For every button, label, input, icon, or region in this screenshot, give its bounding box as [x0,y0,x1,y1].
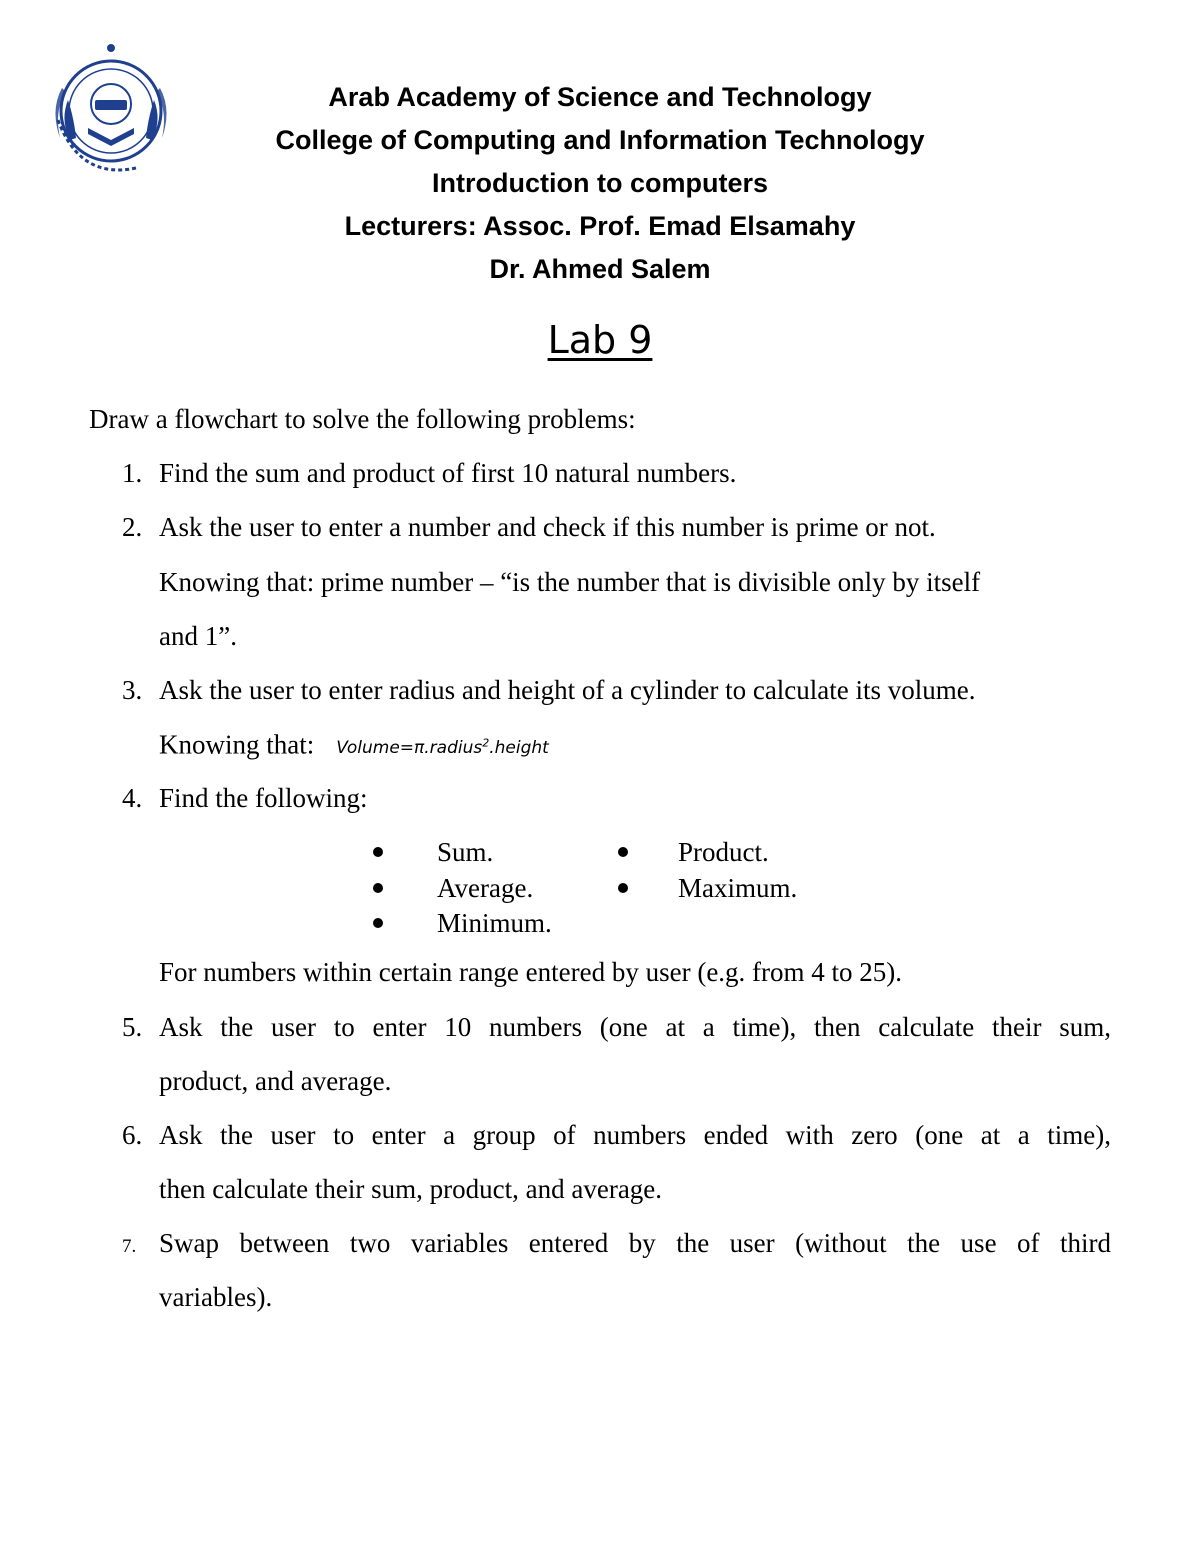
bullet-dot [373,847,383,857]
bullet-sum: Sum. [437,837,494,867]
institution-name: Arab Academy of Science and Technology [328,82,872,112]
lab-title: Lab 9 [547,318,653,362]
problem-number: 4. [122,783,143,813]
problem-number: 1. [122,458,143,488]
bullet-dot [373,883,383,893]
problem-text: Find the following: [159,783,368,813]
bullet-dot [618,847,628,857]
problem-number: 2. [122,512,143,542]
knowing-that-label: Knowing that: [159,729,315,760]
bullet-average: Average. [437,873,534,903]
problem-text: Knowing that: prime number – “is the number that is divisible only by itself [159,567,981,597]
formula-tail: .height [489,737,549,758]
formula-main: Volume=π.radius [336,737,483,758]
bullet-minimum: Minimum. [437,908,552,938]
bullet-maximum: Maximum. [678,873,798,903]
problem-text: product, and average. [159,1066,392,1096]
document-header [0,76,1200,291]
bullet-dot [373,918,383,928]
problem-text: then calculate their sum, product, and average. [159,1174,663,1204]
problem-text: Find the sum and product of first 10 natural numbers. [159,458,737,488]
formula-exponent: 2 [482,736,490,749]
bullet-product: Product. [678,837,769,867]
problem-text: Ask the user to enter a group of numbers ended with zero (one at a time), [159,1120,1111,1150]
intro-text: Draw a flowchart to solve the following problems: [89,404,636,434]
problem-text-formula-line [159,726,549,767]
problem-text: For numbers within certain range entered by user (e.g. from 4 to 25). [159,957,903,987]
problem-text: variables). [159,1282,273,1312]
problem-number: 3. [122,675,143,705]
lecturers-line: Lecturers: Assoc. Prof. Emad Elsamahy [344,211,856,241]
bullet-dot [618,883,628,893]
problem-text: Ask the user to enter 10 numbers (one at a time), then calculate their sum, [159,1012,1111,1042]
problem-number: 7. [122,1236,137,1257]
problem-number: 5. [122,1012,143,1042]
problem-text: Ask the user to enter radius and height of a cylinder to calculate its volume. [159,675,976,705]
problem-text: Swap between two variables entered by the user (without the use of third [159,1228,1111,1258]
course-name: Introduction to computers [432,168,768,198]
college-name: College of Computing and Information Technology [275,125,925,155]
volume-formula [336,738,549,758]
problem-text: Ask the user to enter a number and check if this number is prime or not. [159,512,936,542]
problem-text: and 1”. [159,621,237,651]
lecturer-line-2: Dr. Ahmed Salem [489,254,711,284]
problem-number: 6. [122,1120,143,1150]
